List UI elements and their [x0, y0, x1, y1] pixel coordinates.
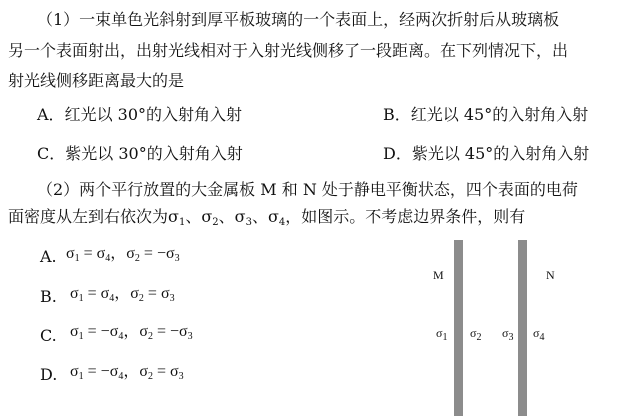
- q1-option-a[interactable]: [37, 104, 242, 126]
- option-letter: C．: [37, 144, 66, 163]
- q2-option-b-formula: $\sigma_1 = \sigma_4$，$\sigma_2 = \sigma_3$: [70, 285, 175, 304]
- q2-line-2-post: ，如图示。不考虑边界条件，则有: [285, 207, 526, 226]
- q2-line-2-pre: 面密度从左到右依次为: [8, 207, 169, 226]
- plate-n-label: N: [546, 268, 555, 282]
- surface-label-sigma4: $\sigma_4$: [533, 326, 545, 343]
- option-text: 紫光以 30°的入射角入射: [65, 144, 243, 163]
- sigma-item: $\sigma_2$: [201, 207, 219, 228]
- option-letter: D．: [383, 144, 412, 163]
- sigma-item: $\sigma_3$: [234, 207, 252, 228]
- option-text: 紫光以 45°的入射角入射: [411, 144, 590, 163]
- q2-option-d-formula: $\sigma_1 = -\sigma_4$，$\sigma_2 = \sigma_3$: [70, 363, 184, 382]
- option-letter: A．: [37, 105, 65, 124]
- option-text: 红光以 30°的入射角入射: [64, 105, 243, 124]
- option-letter: C.: [40, 326, 57, 345]
- option-letter: A.: [40, 247, 57, 266]
- sigma-item: $\sigma_1$: [168, 207, 186, 228]
- q2-line-2: [8, 206, 525, 234]
- surface-label-sigma3: $\sigma_3$: [502, 326, 514, 343]
- q2-option-c-formula: $\sigma_1 = -\sigma_4$，$\sigma_2 = -\sigma_3$: [70, 323, 193, 342]
- q2-option-a-formula: $\sigma_1 = \sigma_4$，$\sigma_2 = -\sigma_3$: [66, 245, 180, 264]
- plate-m-label: M: [433, 268, 444, 282]
- q1-line-3: 射光线侧移距离最大的是: [8, 71, 185, 90]
- option-letter: B.: [40, 287, 57, 306]
- option-letter: D.: [40, 365, 58, 384]
- q1-option-b[interactable]: [383, 104, 588, 126]
- q1-option-c[interactable]: [37, 143, 243, 165]
- q2-option-d[interactable]: [40, 364, 57, 386]
- plate-n: [518, 240, 527, 416]
- plate-m: [454, 240, 463, 416]
- surface-label-sigma1: $\sigma_1$: [436, 326, 448, 343]
- q2-option-c[interactable]: [40, 325, 57, 347]
- sigma-item: $\sigma_4$: [267, 207, 286, 228]
- option-text: 红光以 45°的入射角入射: [410, 105, 589, 124]
- q2-line-1: （2）两个平行放置的大金属板 M 和 N 处于静电平衡状态，四个表面的电荷: [37, 180, 578, 199]
- surface-label-sigma2: $\sigma_2$: [470, 326, 482, 343]
- option-letter: B．: [383, 105, 411, 124]
- q1-option-d[interactable]: [383, 143, 589, 165]
- q1-line-1: （1）一束单色光斜射到厚平板玻璃的一个表面上，经两次折射后从玻璃板: [37, 10, 560, 29]
- q1-line-2: 另一个表面射出，出射光线相对于入射光线侧移了一段距离。在下列情况下，出: [8, 41, 569, 60]
- q2-option-a[interactable]: [40, 246, 57, 268]
- q2-option-b[interactable]: [40, 286, 57, 308]
- sigma-list: $\sigma_1$、$\sigma_2$、$\sigma_3$、$\sigma_4$: [168, 207, 286, 228]
